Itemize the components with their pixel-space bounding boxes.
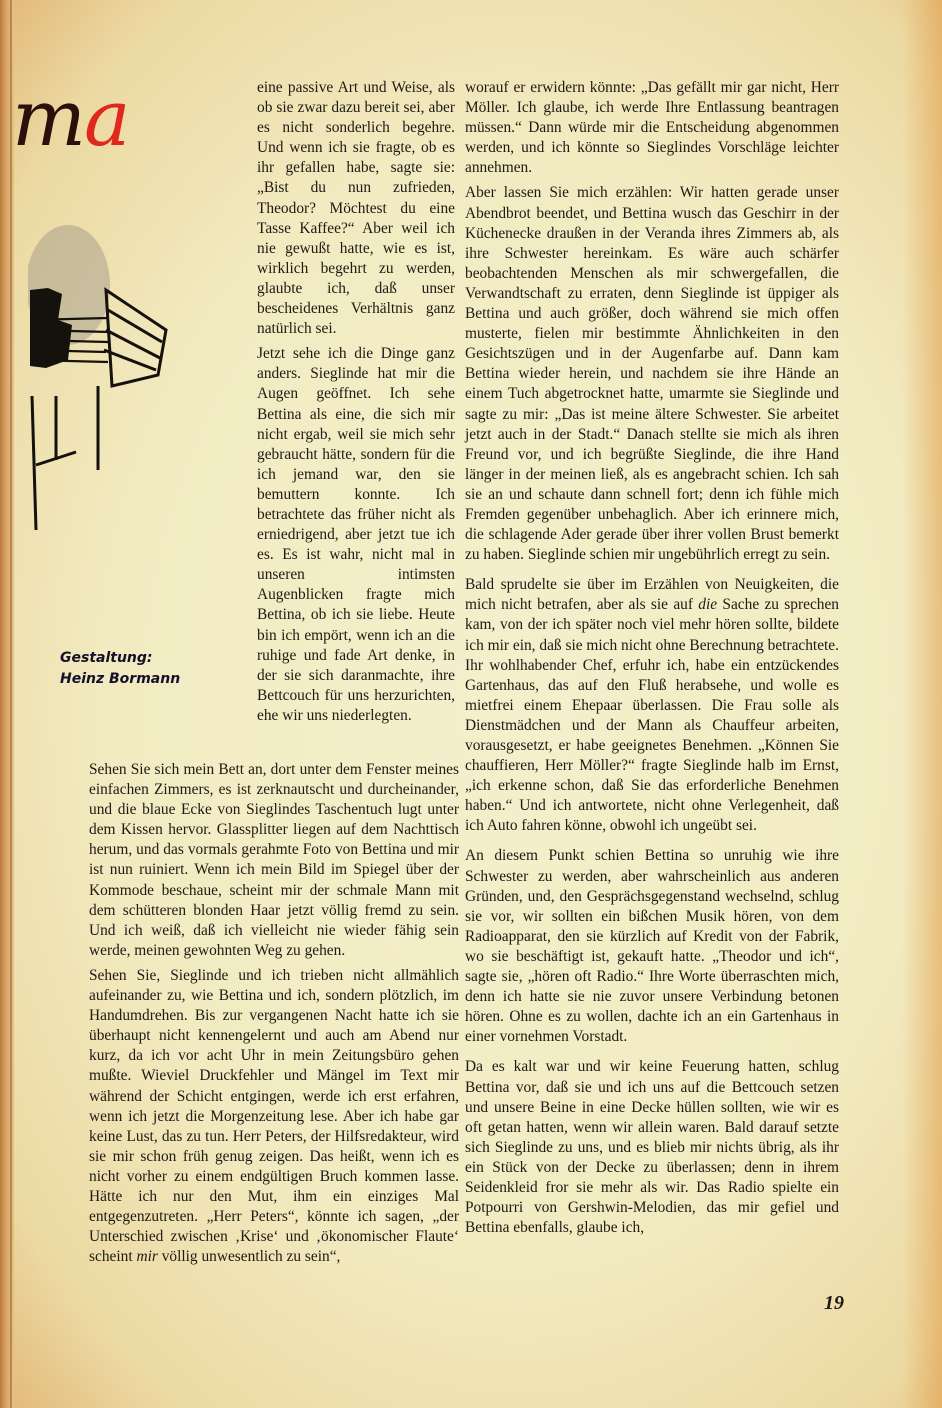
page-number: 19 bbox=[824, 1292, 844, 1314]
credit-label: Gestaltung: bbox=[60, 650, 153, 666]
design-credit bbox=[60, 648, 180, 690]
paragraph: Aber lassen Sie mich erzählen: Wir hatten gerade unser Abendbrot beendet, und Bettina wusch das Geschirr in der Küchenecke draußen in der Veranda ihres Zimmers ab, als ihre Schwester hereinkam. Es wäre auch schärfer beobachtenden Menschen als mir schwergefallen, die Verwandtschaft zu erraten, denn Sieglinde ist üppiger als Bettina und auch größer, doch während sie mich offen musterte, fielen mir bestimmte Ähnlichkeiten in den Gesichtszügen und in der Augenfarbe auf. Dann kam Bettina wieder herein, und nachdem sie ihre Hände an einem Tuch abgetrocknet hatte, umarmte sie Sieglinde und sagte zu mir: „Das ist meine ältere Schwester. Sie arbeitet jetzt auch in der Stadt.“ Danach stellte sie mich als ihren Freund vor, und ich begrüßte Sieglinde, die ihre Hand länger in der meinen ließ, als es angebracht schien. Ich sah sie an und schaute dann schnell fort; denn ich fühle mich Fremden gegenüber unbehaglich. Aber ich erinnere mich, die schlagende Ader gerade über ihrer vollen Brust bemerkt zu haben. Sieglinde schien mir ungebührlich erregt zu sein. bbox=[465, 184, 839, 564]
ink-illustration bbox=[28, 190, 178, 530]
paragraph: worauf er erwidern könnte: „Das gefällt mir gar nicht, Herr Möller. Ich glaube, ich werde Ihre Entlassung beantragen müssen.“ Dann würde mir die Entscheidung abgenommen werden, und ich könnte so Sieglindes Vorschläge leichter annehmen. bbox=[465, 79, 839, 177]
paragraph: An diesem Punkt schien Bettina so unruhig wie ihre Schwester zu werden, aber wahrscheinlich aus anderen Gründen, und, den Gesprächsgegenstand wechselnd, schlug sie vor, wir sollten ein bißchen Musik hören, von dem Radioapparat, den sie kürzlich auf Kredit von der Fabrik, wo sie beschäftigt ist, gekauft hatte. „Theodor und ich“, sagte sie, „hören oft Radio.“ Ihre Worte überraschten mich, denn ich hatte sie nie zuvor unsere Verbindung betonen hören. Ohne es zu wollen, dachte ich an ein Gartenhaus in einer vornehmen Vorstadt. bbox=[465, 847, 839, 1046]
paragraph: eine passive Art und Weise, als ob sie zwar dazu bereit sei, aber es nicht sonderlich begehre. Und wenn ich sie fragte, ob es ihr gefallen habe, sagte sie: „Bist du nun zufrieden, Theodor? Möchtest du eine Tasse Kaffee?“ Aber weil ich nie gewußt hatte, wie es ist, wirklich begehrt zu werden, glaubte ich, daß unser bescheidenes Verhältnis ganz natürlich sei. bbox=[257, 79, 455, 338]
table-legs bbox=[32, 386, 98, 530]
title-letter-m: m bbox=[12, 74, 84, 164]
spine-fold-line bbox=[10, 0, 12, 1408]
title-fragment bbox=[12, 74, 129, 164]
paragraph-text: Sehen Sie, Sieglinde und ich trieben nicht allmählich aufeinander zu, wie Bettina und ich, sondern plötzlich, im Handumdrehen. Bis zur vergangenen Nacht hatte ich sie überhaupt nicht kennengelernt und auch am Abend nur kurz, da ich vor acht Uhr in mein Zeitungsbüro gehen mußte. Wieviel Druckfehler und Mängel im Text mir während der Schicht entgingen, werde ich erst erfahren, wenn ich jetzt die Morgenzeitung lese. Aber ich habe gar keine Lust, das zu tun. Herr Peters, der Hilfsredakteur, wird sie mir schon früh genug zeigen. Das heißt, wenn ich es nicht vorher zu einem endgültigen Bruch kommen lasse. Hätte ich nur den Mut, ihm ein einziges Mal entgegenzutreten. „Herr Peters“, könnte ich sagen, „der Unterschied zwischen ‚Krise‘ und ‚ökonomischer Flaute‘ scheint bbox=[89, 966, 459, 1266]
page-edge-shadow bbox=[902, 0, 942, 1408]
paragraph-text: Bald sprudelte sie über im Erzählen von Neuigkeiten, die mich nicht betrafen, aber als sie auf bbox=[465, 576, 839, 614]
text-column-right bbox=[465, 78, 839, 1243]
paragraph: Sehen Sie sich mein Bett an, dort unter dem Fenster meines einfachen Zimmers, es ist zerknautscht und durcheinander, und die blaue Ecke von Sieglindes Taschentuch lugt unter dem Kissen hervor. Glassplitter liegen auf dem Nachttisch herum, und das vormals gerahmte Foto von Bettina und mir ist nun ruiniert. Wenn ich mein Bild im Spiegel über der Kommode beschaue, scheint mir der schmale Mann mit dem schütteren blonden Haar jetzt völlig fremd zu sein. Und ich weiß, daß ich vielleicht nie wieder fähig sein werde, meinen gewohnten Weg zu gehen. bbox=[89, 761, 459, 959]
emphasis: mir bbox=[136, 1248, 158, 1266]
title-letter-a: a bbox=[83, 74, 129, 164]
credit-name: Heinz Bormann bbox=[60, 671, 181, 687]
paragraph: Da es kalt war und wir keine Feuerung hatten, schlug Bettina vor, daß sie und ich uns auf die Bettcouch setzen und unsere Beine in eine Decke hüllen sollten, wie wir es oft getan hatten, wenn wir allein waren. Bald darauf setzte sich Sieglinde zu uns, und es blieb mir nichts übrig, als ihr ein Stück von der Decke zu überlassen; denn in ihrem Seidenkleid fror sie mehr als wir. Das Radio spielte ein Potpourri von Gershwin-Melodien, das mir gefiel und Bettina ebenfalls, glaube ich, bbox=[465, 1058, 839, 1237]
emphasis: die bbox=[698, 596, 718, 614]
text-column-left-upper bbox=[257, 78, 455, 731]
lamp-shade bbox=[104, 290, 166, 386]
paragraph-text: Sache zu sprechen kam, von der ich später noch viel mehr hören sollte, bildete ich mir ein, daß sie mich nicht ohne Berechnung betrachtete. Ihr wohlhabender Chef, erfuhr ich, habe ein entzückendes Gartenhaus, das auf den Fluß herabsehe, und wolle es mietfrei einem Ehepaar überlassen. Die Frau solle als Dienstmädchen und der Mann als Chauffeur arbeiten, vorausgesetzt, er habe geeignetes Benehmen. „Können Sie chauffieren, Herr Möller?“ fragte Sieglinde halb im Ernst, „ich erkenne schon, daß Sie das erforderliche Benehmen haben.“ Und ich antwortete, nicht ohne Verlegenheit, daß ich Auto fahren könne, obwohl ich ungeübt sei. bbox=[465, 596, 839, 835]
paragraph bbox=[465, 575, 839, 836]
paragraph: Jetzt sehe ich die Dinge ganz anders. Sieglinde hat mir die Augen geöffnet. Ich sehe Bettina als eine, die sich mir nicht ergab, weil sie mich sehr gebraucht hätte, sondern für die ich jemand war, den sie bemuttern konnte. Ich betrachtete das früher nicht als erniedrigend, aber jetzt tue ich es. Es ist wahr, nicht mal in unseren intimsten Augenblicken fragte mich Bettina, ob ich sie liebe. Heute bin ich empört, wenn ich an die ruhige und fade Art denke, in der sie sich daranmachte, ihre Bettcouch für uns herzurichten, ehe wir uns niederlegten. bbox=[257, 345, 455, 724]
paragraph bbox=[89, 966, 459, 1267]
paragraph-tail: völlig unwesentlich zu sein“, bbox=[157, 1248, 341, 1266]
text-column-left-lower bbox=[89, 760, 459, 1272]
